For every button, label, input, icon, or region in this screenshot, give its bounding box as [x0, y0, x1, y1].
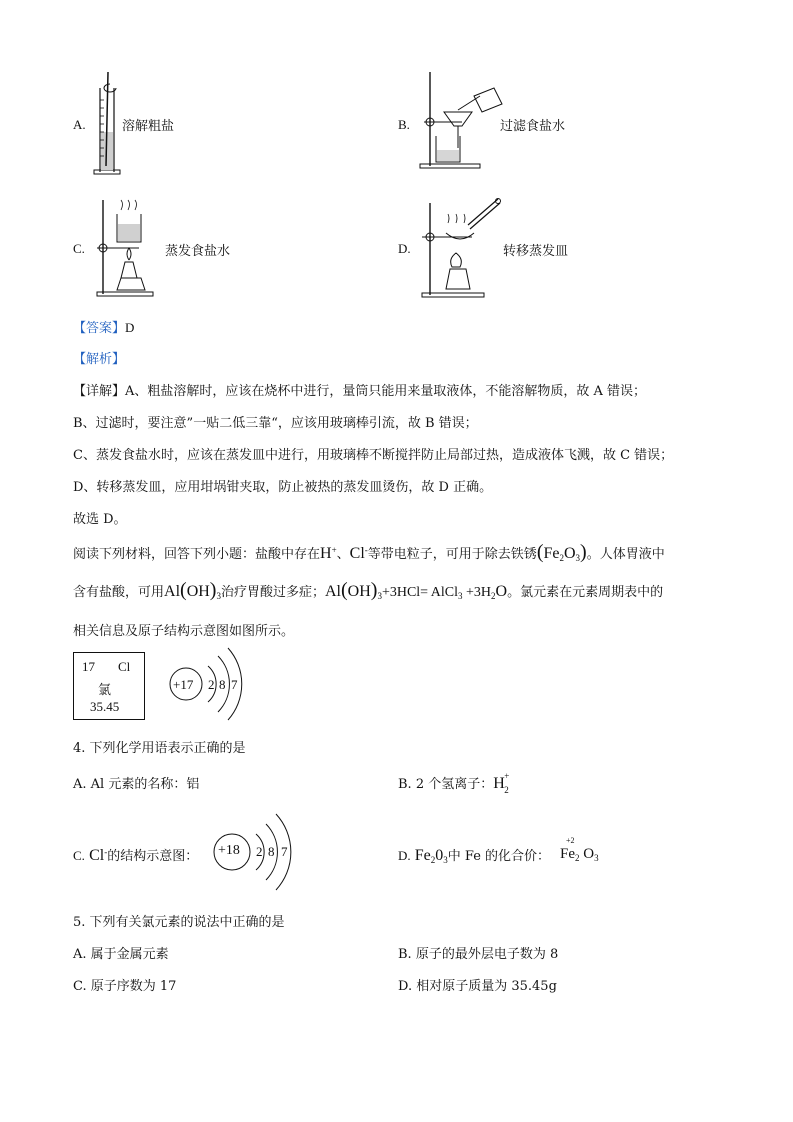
material-line-3: 相关信息及原子结构示意图如图所示。 [73, 624, 295, 639]
element-number: 17 [82, 659, 95, 674]
option-d-letter: D. [398, 241, 411, 256]
q4-option-b-formula: H + 2 [493, 771, 510, 795]
option-c-label: 蒸发食盐水 [165, 244, 231, 259]
element-symbol: Cl [118, 659, 131, 674]
aloh3-formula: $Al(OH)_3$ [164, 579, 221, 601]
evaporation-beaker-figure [95, 198, 165, 300]
material-line-2 [73, 579, 663, 602]
material-text-2c: 。氯元素在元素周期表中的 [507, 585, 664, 600]
option-b-letter: B. [398, 117, 410, 132]
option-d-label: 转移蒸发皿 [503, 244, 569, 259]
cl-ion-shell-count-2: 8 [268, 844, 275, 859]
material-text-1b: 等带电粒子，可用于除去铁锈 [367, 547, 537, 562]
q4-valence-mark: +2 [566, 836, 575, 845]
material-text-2b: 治疗胃酸过多症； [220, 585, 325, 600]
q4-option-c-letter: C. [73, 848, 85, 863]
transfer-dish-figure [418, 195, 508, 300]
q4-option-c [73, 845, 198, 865]
cylinder-dissolve-figure [92, 70, 124, 180]
material-line-1 [73, 541, 665, 564]
material-text-1c: 。人体胃液中 [586, 547, 665, 562]
q5-option-b: B. 原子的最外层电子数为 8 [398, 947, 559, 962]
q4-option-d-formula: $Fe_20_3$ [414, 847, 448, 865]
cl-atom-shell-count-2: 8 [219, 677, 226, 692]
q4-option-c-ion: Cl- [89, 847, 108, 864]
q4-valence-formula: $Fe_2$ $O_3$ [560, 846, 599, 863]
cl-atom-shell-count-3: 7 [231, 677, 238, 692]
detail-line-2: B、过滤时，要注意”一贴二低三靠“，应该用玻璃棒引流，故 B 错误； [73, 416, 478, 431]
rust-formula: $(Fe_2O_3)$ [536, 541, 587, 563]
q4-option-d-letter: D. [398, 848, 411, 863]
cl-atom-shell-count-1: 2 [208, 677, 215, 692]
detail-line-1 [73, 380, 646, 399]
h-ion: H+ [320, 545, 337, 562]
filtration-figure [418, 70, 508, 170]
option-b-label: 过滤食盐水 [500, 119, 566, 134]
cl-ion-shell-count-3: 7 [281, 844, 288, 859]
analysis-tag: 【解析】 [73, 352, 126, 367]
detail-line-3: C、蒸发食盐水时，应该在蒸发皿中进行，用玻璃棒不断搅拌防止局部过热，造成液体飞溅，故 C 错误； [73, 448, 674, 463]
q5-stem: 5. 下列有关氯元素的说法中正确的是 [73, 915, 285, 930]
q4-option-d-text: 中 Fe 的化合价： [447, 849, 551, 864]
detail-conclusion: 故选 D。 [73, 512, 127, 527]
answer-tag: 【答案】 [73, 321, 126, 336]
q4-option-c-text: 的结构示意图： [107, 849, 199, 864]
q5-option-a: A. 属于金属元素 [73, 947, 169, 962]
q4-stem: 4. 下列化学用语表示正确的是 [73, 741, 246, 756]
q5-option-d: D. 相对原子质量为 35.45g [398, 979, 557, 994]
detail-text-1: A、粗盐溶解时，应该在烧杯中进行，量筒只能用来量取液体，不能溶解物质，故 A 错误； [125, 384, 647, 399]
q4-option-b-text: B. 2 个氢离子： [398, 777, 494, 792]
q4-option-d [398, 845, 550, 865]
q5-option-c: C. 原子序数为 17 [73, 979, 177, 994]
element-mass: 35.45 [90, 699, 120, 714]
material-text-2a: 含有盐酸，可用 [73, 585, 165, 600]
detail-tag: 【详解】 [73, 384, 126, 399]
material-text-1a: 阅读下列材料，回答下列小题：盐酸中存在 [73, 547, 321, 562]
reaction-equation: $Al(OH)_3+3HCl=$ AlCl$_3$ $+3H_2O$ [324, 579, 508, 601]
element-card [73, 652, 145, 720]
q4-option-b [398, 771, 510, 795]
option-c-letter: C. [73, 241, 85, 256]
option-a-letter: A. [73, 117, 86, 132]
element-name: 氯 [98, 683, 112, 698]
answer-line [73, 317, 134, 336]
answer-value: D [125, 320, 135, 335]
detail-line-4: D、转移蒸发皿，应用坩埚钳夹取，防止被热的蒸发皿烫伤，故 D 正确。 [73, 480, 493, 495]
cl-atom-nucleus: +17 [173, 677, 194, 692]
cl-ion: Cl- [349, 545, 368, 562]
ion-separator: 、 [336, 547, 350, 562]
q4-option-a: A. Al 元素的名称：铝 [73, 777, 200, 792]
option-a-label: 溶解粗盐 [122, 119, 175, 134]
cl-ion-nucleus: +18 [218, 843, 240, 858]
cl-ion-shell-count-1: 2 [256, 844, 263, 859]
